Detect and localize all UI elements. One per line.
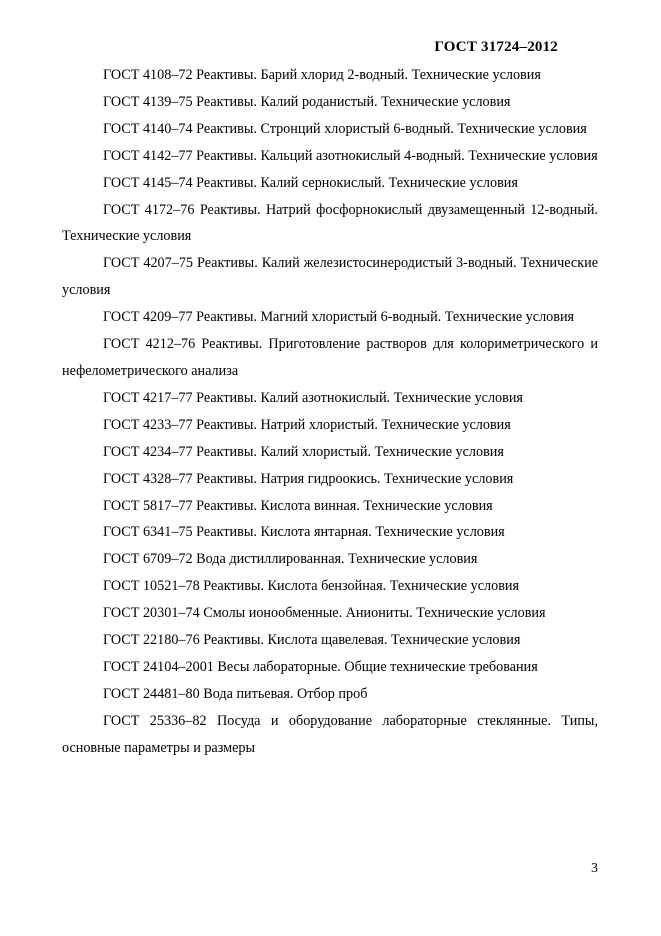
- reference-item: ГОСТ 4328–77 Реактивы. Натрия гидроокись. Технические условия: [103, 470, 514, 487]
- document-code-header: ГОСТ 31724–2012: [434, 39, 558, 55]
- reference-item: ГОСТ 4108–72 Реактивы. Барий хлорид 2-водный. Технические условия: [103, 67, 541, 83]
- reference-item: ГОСТ 6709–72 Вода дистиллированная. Технические условия: [103, 551, 478, 568]
- reference-item: ГОСТ 24104–2001 Весы лабораторные. Общие технические требования: [103, 658, 538, 675]
- reference-item: ГОСТ 24481–80 Вода питьевая. Отбор проб: [103, 685, 368, 702]
- reference-item: ГОСТ 4207–75 Реактивы. Калий железистосинеродистый 3-водный. Технические условия: [62, 255, 598, 299]
- reference-item: ГОСТ 22180–76 Реактивы. Кислота щавелевая. Технические условия: [103, 632, 521, 649]
- reference-item: ГОСТ 10521–78 Реактивы. Кислота бензойная. Технические условия: [103, 578, 520, 595]
- reference-item: ГОСТ 4140–74 Реактивы. Стронций хлористый 6-водный. Технические условия: [103, 120, 587, 137]
- reference-item: ГОСТ 4233–77 Реактивы. Натрий хлористый. Технические условия: [103, 416, 511, 433]
- reference-item: ГОСТ 4212–76 Реактивы. Приготовление растворов для колориметрического и нефелометрического анализа: [62, 336, 598, 379]
- reference-item: ГОСТ 4172–76 Реактивы. Натрий фосфорнокислый двузамещенный 12-водный. Технические условия: [62, 201, 598, 245]
- reference-item: ГОСТ 25336–82 Посуда и оборудование лабораторные стеклянные. Типы, основные параметры и размеры: [62, 712, 598, 756]
- reference-item: ГОСТ 4234–77 Реактивы. Калий хлористый. Технические условия: [103, 443, 504, 460]
- page-number: 3: [591, 861, 598, 876]
- reference-item: ГОСТ 20301–74 Смолы ионообменные. Аниониты. Технические условия: [103, 605, 546, 622]
- normative-references-list: [62, 62, 598, 762]
- reference-item: ГОСТ 6341–75 Реактивы. Кислота янтарная. Технические условия: [103, 524, 505, 541]
- reference-item: ГОСТ 4145–74 Реактивы. Калий сернокислый. Технические условия: [103, 174, 518, 191]
- reference-item: ГОСТ 4217–77 Реактивы. Калий азотнокислый. Технические условия: [103, 389, 523, 406]
- reference-item: ГОСТ 5817–77 Реактивы. Кислота винная. Технические условия: [103, 497, 493, 514]
- reference-item: ГОСТ 4209–77 Реактивы. Магний хлористый 6-водный. Технические условия: [103, 309, 575, 326]
- reference-item: ГОСТ 4139–75 Реактивы. Калий роданистый. Технические условия: [103, 93, 511, 110]
- reference-item: ГОСТ 4142–77 Реактивы. Кальций азотнокислый 4-водный. Технические условия: [103, 147, 598, 164]
